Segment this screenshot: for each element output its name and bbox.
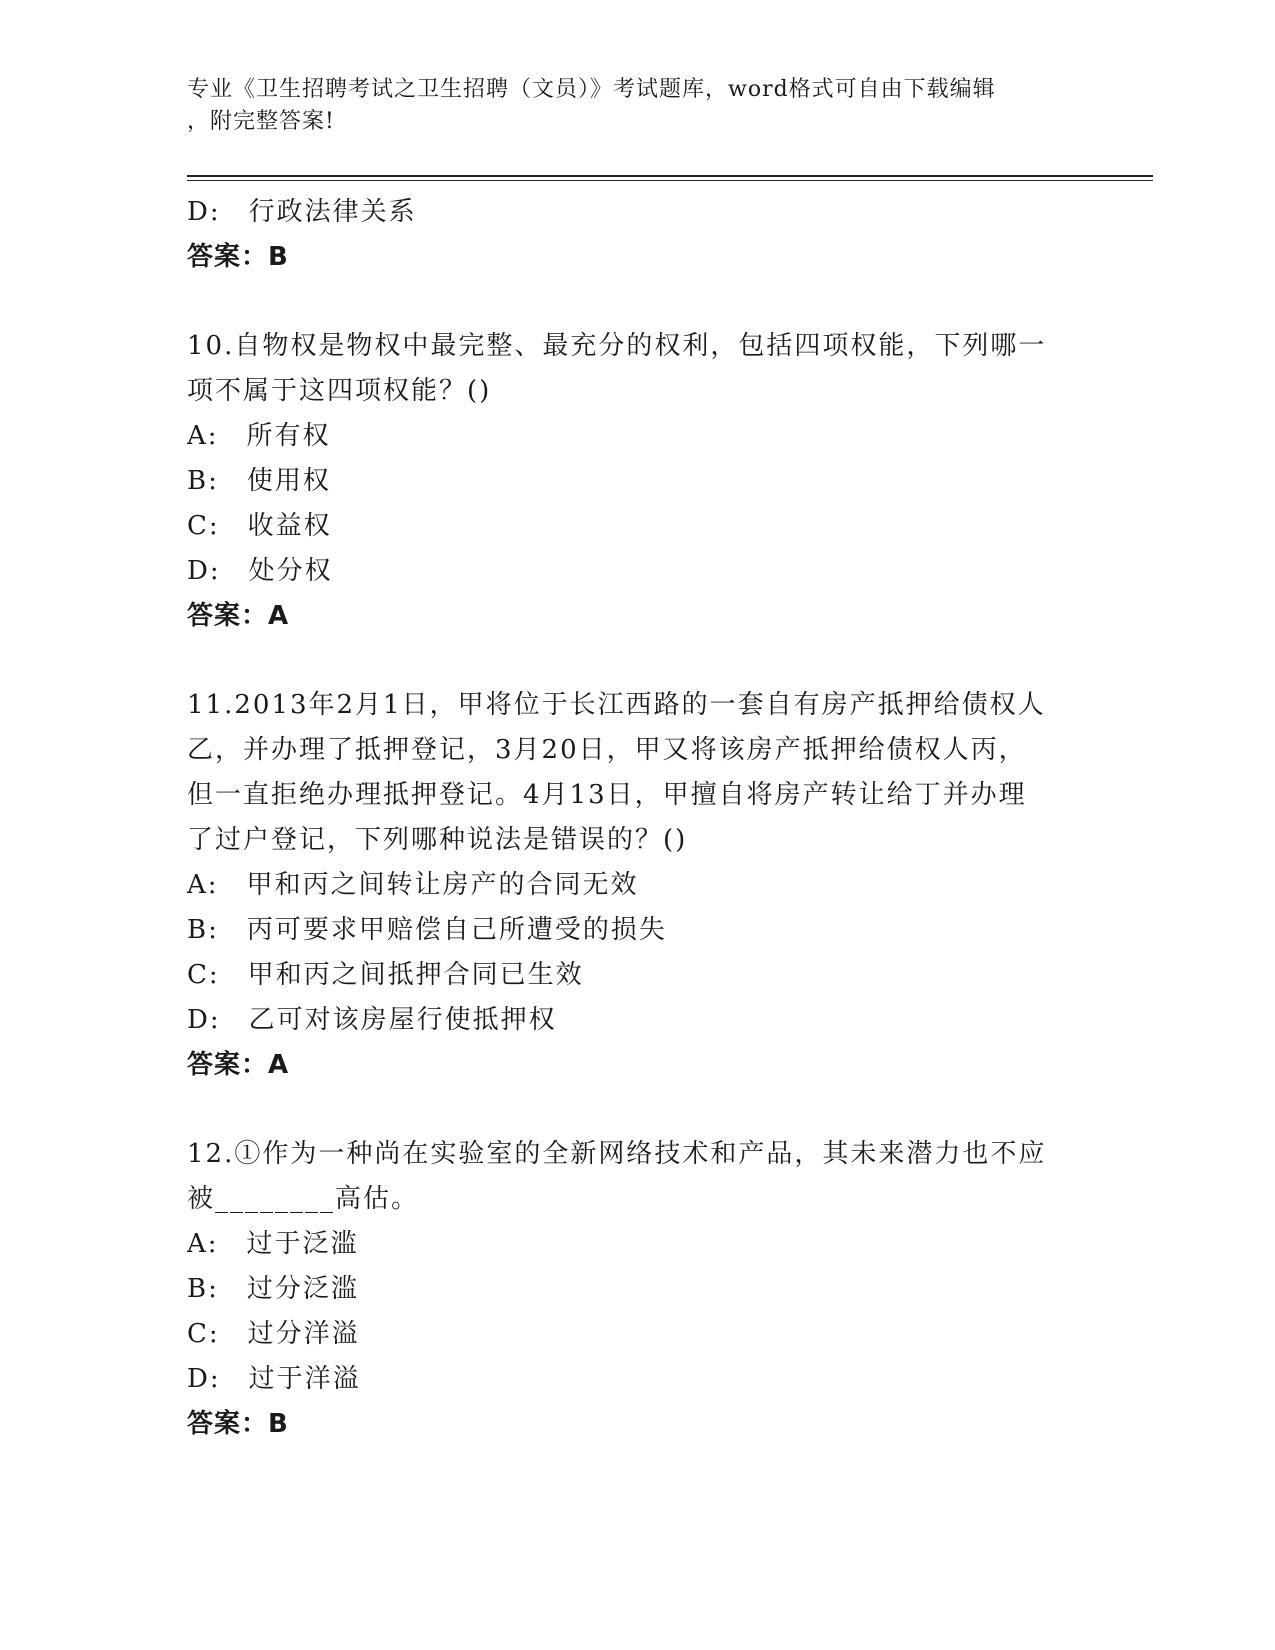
document-header: [187, 74, 1067, 138]
option-d: D: 乙可对该房屋行使抵押权: [187, 1005, 557, 1035]
question-text-line: 乙，并办理了抵押登记，3月20日，甲又将该房产抵押给债权人丙，: [187, 735, 1027, 765]
option-b: B: 丙可要求甲赔偿自己所遭受的损失: [187, 915, 667, 945]
header-divider-thick: [187, 175, 1153, 177]
option-a: A: 所有权: [187, 421, 331, 451]
question-11: [187, 683, 1087, 1088]
spacer: [187, 280, 1087, 324]
question-text-line: 10.自物权是物权中最完整、最充分的权利，包括四项权能，下列哪一: [187, 331, 1047, 361]
question-text-line: 12.①作为一种尚在实验室的全新网络技术和产品，其未来潜力也不应: [187, 1139, 1047, 1169]
option-a: A: 甲和丙之间转让房产的合同无效: [187, 870, 639, 900]
question-text-line: 了过户登记，下列哪种说法是错误的？(): [187, 825, 688, 855]
answer: 答案：B: [187, 1409, 289, 1439]
option-d: D: 过于洋溢: [187, 1364, 361, 1394]
option-b: B: 过分泛滥: [187, 1274, 359, 1304]
document-body: [187, 190, 1087, 1447]
prev-option-d: D: 行政法律关系: [187, 197, 417, 227]
option-c: C: 过分洋溢: [187, 1319, 360, 1349]
header-line-1: 专业《卫生招聘考试之卫生招聘（文员）》考试题库，word格式可自由下载编辑: [187, 77, 996, 102]
header-divider-thin: [187, 180, 1153, 181]
question-12: [187, 1132, 1087, 1447]
question-text-line: 11.2013年2月1日，甲将位于长江西路的一套自有房产抵押给债权人: [187, 690, 1046, 720]
header-line-2: ，附完整答案!: [187, 109, 335, 134]
option-c: C: 甲和丙之间抵押合同已生效: [187, 960, 584, 990]
option-d: D: 处分权: [187, 556, 333, 586]
question-text-line: 被________高估。: [187, 1184, 420, 1214]
answer: 答案：A: [187, 601, 290, 631]
question-text-line: 项不属于这四项权能？(): [187, 376, 492, 406]
option-a: A: 过于泛滥: [187, 1229, 359, 1259]
option-b: B: 使用权: [187, 466, 331, 496]
answer: 答案：A: [187, 1050, 290, 1080]
option-c: C: 收益权: [187, 511, 332, 541]
prev-answer: 答案：B: [187, 242, 289, 272]
question-10: [187, 324, 1087, 639]
question-text-line: 但一直拒绝办理抵押登记。4月13日，甲擅自将房产转让给丁并办理: [187, 780, 1027, 810]
spacer: [187, 639, 1087, 683]
spacer: [187, 1088, 1087, 1132]
